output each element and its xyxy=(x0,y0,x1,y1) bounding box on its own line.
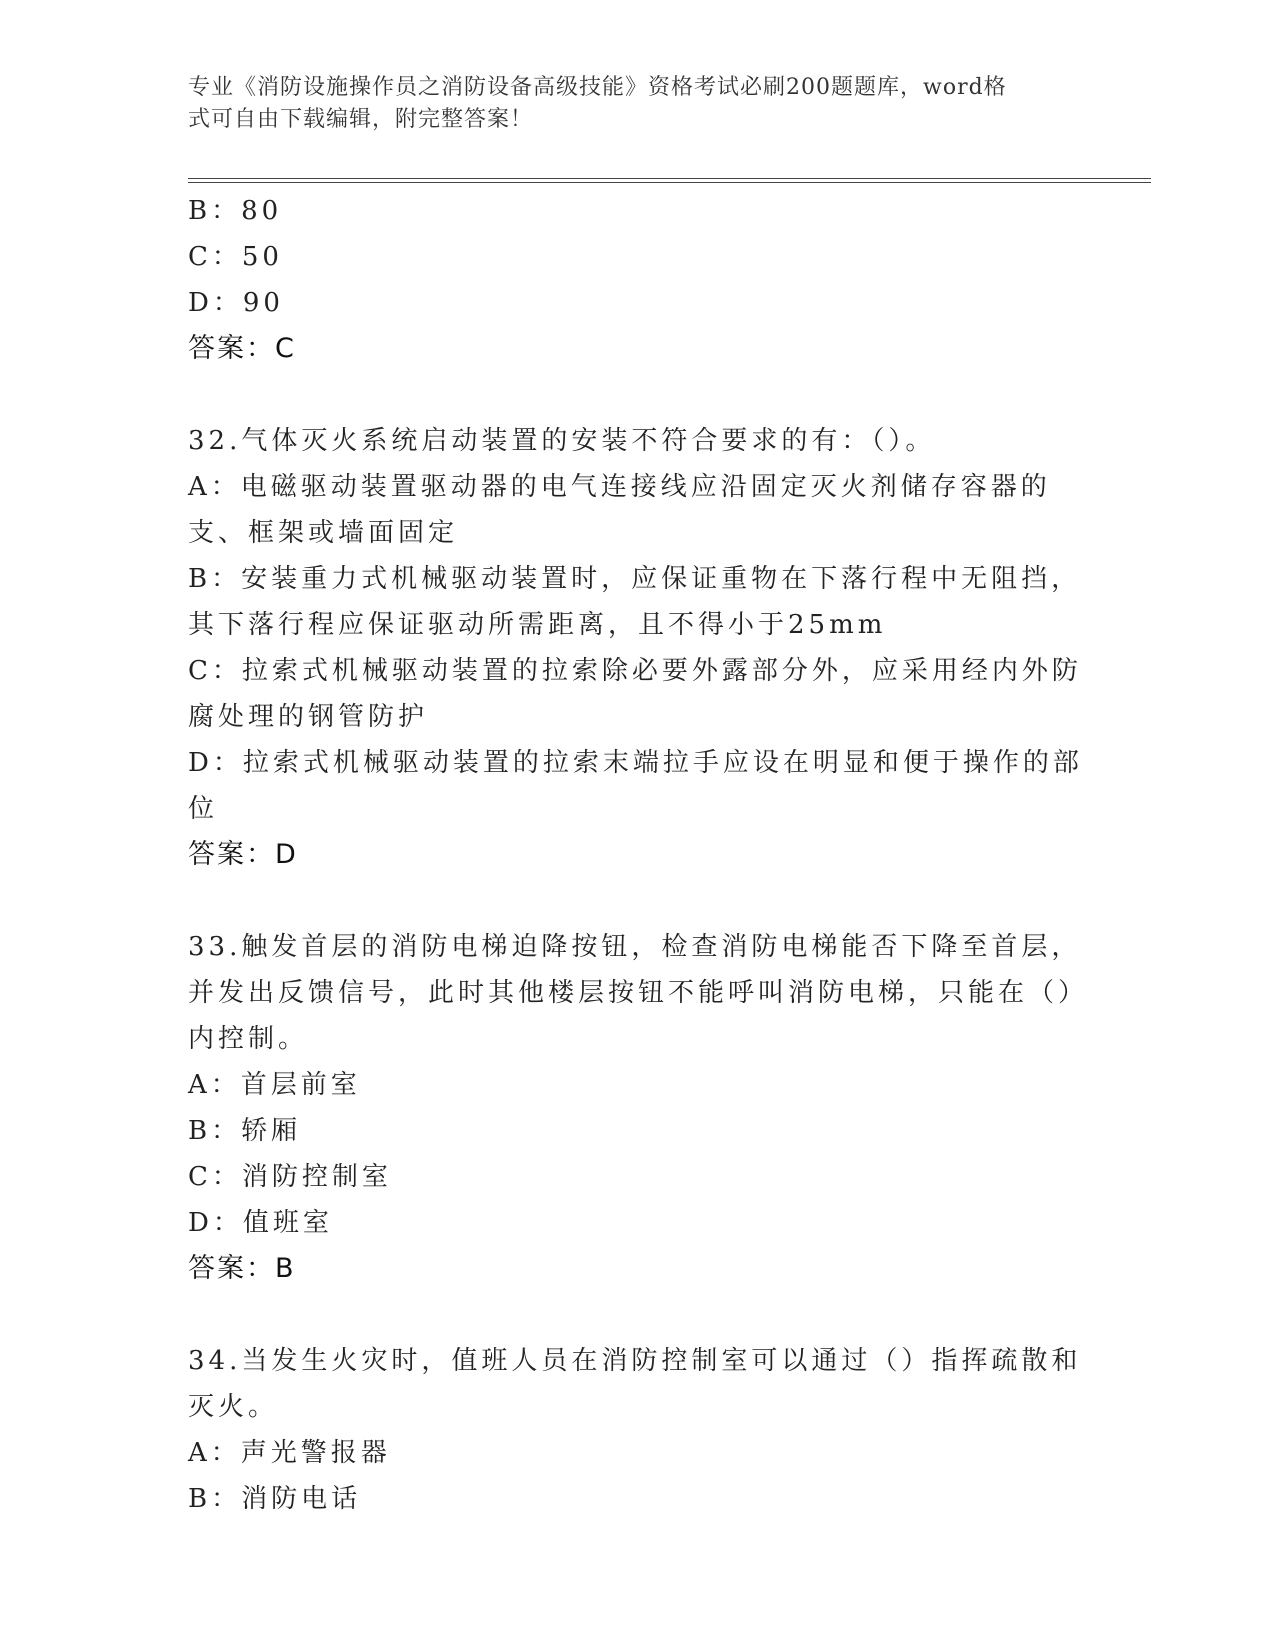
option-b: B：安装重力式机械驱动装置时，应保证重物在下落行程中无阻挡，其下落行程应保证驱动所需距离，且不得小于25mm xyxy=(188,564,1082,640)
question-stem: 33.触发首层的消防电梯迫降按钮，检查消防电梯能否下降至首层，并发出反馈信号，此时其他楼层按钮不能呼叫消防电梯，只能在（）内控制。 xyxy=(188,932,1089,1054)
answer: 答案：C xyxy=(188,333,296,364)
question-32 xyxy=(188,418,1088,878)
option-d: D：值班室 xyxy=(188,1208,333,1238)
header-divider-bottom xyxy=(188,182,1151,183)
option-a: A：声光警报器 xyxy=(188,1438,391,1468)
question-33 xyxy=(188,924,1088,1292)
option-a: A：首层前室 xyxy=(188,1070,361,1100)
option-c: C：50 xyxy=(188,242,283,272)
answer: 答案：B xyxy=(188,1253,296,1284)
header-divider-top xyxy=(188,178,1151,179)
option-a: A：电磁驱动装置驱动器的电气连接线应沿固定灭火剂储存容器的支、框架或墙面固定 xyxy=(188,472,1051,548)
question-list xyxy=(188,188,1088,1522)
option-b: B：80 xyxy=(188,196,283,226)
option-b: B：消防电话 xyxy=(188,1484,362,1514)
document-header xyxy=(188,72,1088,136)
option-c: C：拉索式机械驱动装置的拉索除必要外露部分外，应采用经内外防腐处理的钢管防护 xyxy=(188,656,1082,732)
answer: 答案：D xyxy=(188,839,298,870)
question-stem: 32.气体灭火系统启动装置的安装不符合要求的有：（）。 xyxy=(188,426,936,456)
question-31-tail xyxy=(188,188,1088,372)
option-c: C：消防控制室 xyxy=(188,1162,392,1192)
header-line-1: 专业《消防设施操作员之消防设备高级技能》资格考试必刷200题题库，word格 xyxy=(188,75,1007,100)
option-d: D：90 xyxy=(188,288,284,318)
spacer xyxy=(188,878,1088,924)
question-34 xyxy=(188,1338,1088,1522)
option-d: D：拉索式机械驱动装置的拉索末端拉手应设在明显和便于操作的部位 xyxy=(188,748,1083,824)
option-b: B：轿厢 xyxy=(188,1116,302,1146)
header-line-2: 式可自由下载编辑，附完整答案！ xyxy=(188,107,534,132)
spacer xyxy=(188,372,1088,418)
question-stem: 34.当发生火灾时，值班人员在消防控制室可以通过（）指挥疏散和灭火。 xyxy=(188,1346,1082,1422)
spacer xyxy=(188,1292,1088,1338)
